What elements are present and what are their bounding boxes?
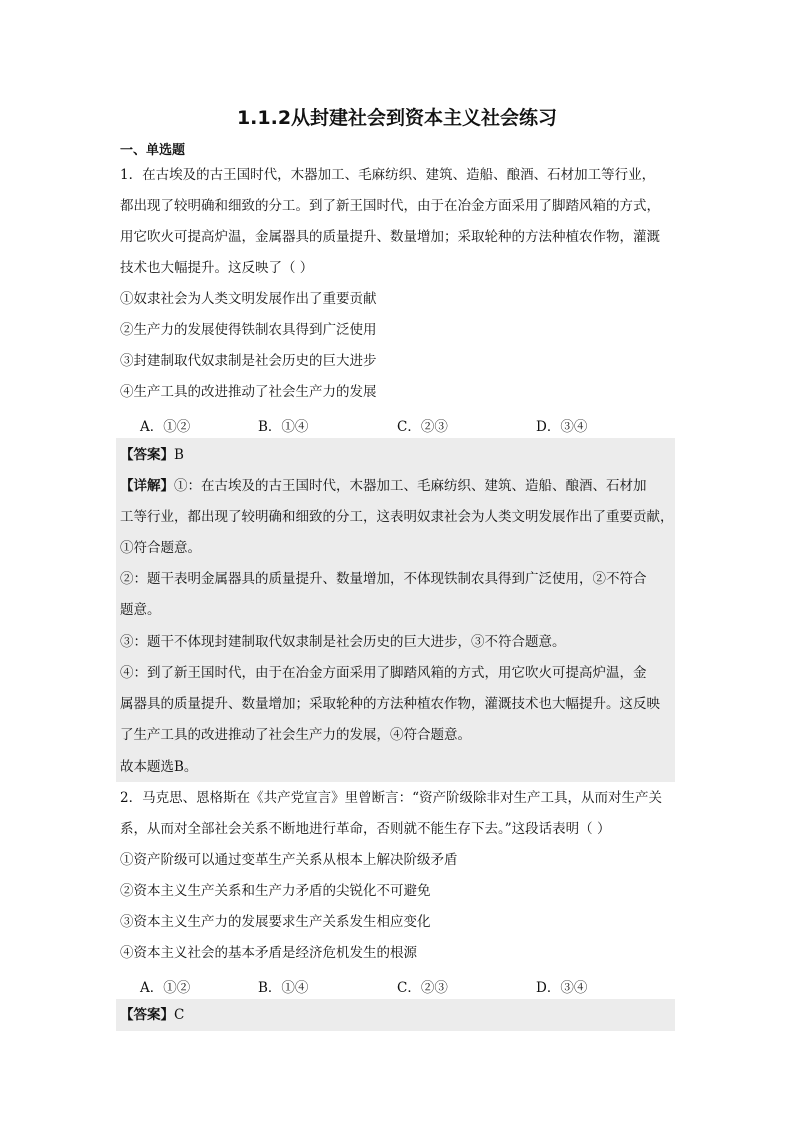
q1-stem-line: 1．在古埃及的古王国时代，木器加工、毛麻纺织、建筑、造船、酿酒、石材加工等行业，	[120, 167, 656, 183]
q2-statement: ①资产阶级可以通过变革生产关系从根本上解决阶级矛盾	[120, 852, 458, 868]
answer-value: B	[174, 447, 184, 463]
q2-option-c: C．②③	[397, 980, 448, 996]
q2-statement: ④资本主义社会的基本矛盾是经济危机发生的根源	[120, 945, 417, 961]
detail-text: ①：在古埃及的古王国时代，木器加工、毛麻纺织、建筑、造船、酿酒、石材加	[174, 478, 647, 494]
q1-stem-line: 都出现了较明确和细致的分工。到了新王国时代，由于在冶金方面采用了脚踏风箱的方式，	[120, 198, 660, 214]
q1-detail-line: 属器具的质量提升、数量增加；采取轮种的方法种植农作物，灌溉技术也大幅提升。这反映	[120, 696, 660, 712]
q1-statement: ①奴隶社会为人类文明发展作出了重要贡献	[120, 291, 377, 307]
page-title: 1.1.2从封建社会到资本主义社会练习	[236, 107, 558, 129]
q1-option-c: C．②③	[397, 419, 448, 435]
q1-detail-line: ③：题干不体现封建制取代奴隶制是社会历史的巨大进步，③不符合题意。	[120, 634, 566, 650]
q2-stem-line: 系，从而对全部社会关系不断地进行革命，否则就不能生存下去。”这段话表明（ ）	[120, 821, 611, 837]
answer-label: 【答案】	[120, 447, 174, 463]
q1-detail-line: 了生产工具的改进推动了社会生产力的发展，④符合题意。	[120, 727, 471, 743]
q1-statement: ②生产力的发展使得铁制农具得到广泛使用	[120, 322, 377, 338]
q1-option-a: A．①②	[140, 419, 191, 435]
q2-stem-line: 2．马克思、恩格斯在《共产党宣言》里曾断言：“资产阶级除非对生产工具，从而对生产关	[120, 790, 662, 806]
q1-option-b: B．①④	[258, 419, 309, 435]
q1-detail-line: 题意。	[120, 602, 161, 618]
q1-stem-line: 技术也大幅提升。这反映了（ ）	[120, 260, 314, 276]
answer-value: C	[174, 1007, 185, 1023]
q1-detail-line: ②：题干表明金属器具的质量提升、数量增加，不体现铁制农具得到广泛使用，②不符合	[120, 571, 647, 587]
q2-statement: ②资本主义生产关系和生产力矛盾的尖锐化不可避免	[120, 883, 431, 899]
q2-answer	[120, 1005, 184, 1025]
q2-answer-block	[116, 999, 675, 1031]
q1-detail-line: ①符合题意。	[120, 540, 201, 556]
q1-statement: ③封建制取代奴隶制是社会历史的巨大进步	[120, 353, 377, 369]
q2-option-b: B．①④	[258, 980, 309, 996]
q1-statement: ④生产工具的改进推动了社会生产力的发展	[120, 384, 377, 400]
detail-label: 【详解】	[120, 478, 174, 494]
q1-detail-line: ④：到了新王国时代，由于在冶金方面采用了脚踏风箱的方式，用它吹火可提高炉温，金	[120, 665, 647, 681]
q1-stem-line: 用它吹火可提高炉温，金属器具的质量提升、数量增加；采取轮种的方法种植农作物，灌溉	[120, 229, 660, 245]
q1-detail-line: 工等行业，都出现了较明确和细致的分工，这表明奴隶社会为人类文明发展作出了重要贡献，	[120, 509, 674, 525]
q1-answer	[120, 445, 184, 465]
q1-detail-line	[120, 476, 647, 496]
q1-detail-line: 故本题选B。	[120, 759, 198, 775]
q1-option-d: D．③④	[536, 419, 588, 435]
q2-statement: ③资本主义生产力的发展要求生产关系发生相应变化	[120, 914, 431, 930]
answer-label: 【答案】	[120, 1007, 174, 1023]
section-heading: 一、单选题	[120, 143, 186, 158]
q2-option-a: A．①②	[140, 980, 191, 996]
q2-option-d: D．③④	[536, 980, 588, 996]
